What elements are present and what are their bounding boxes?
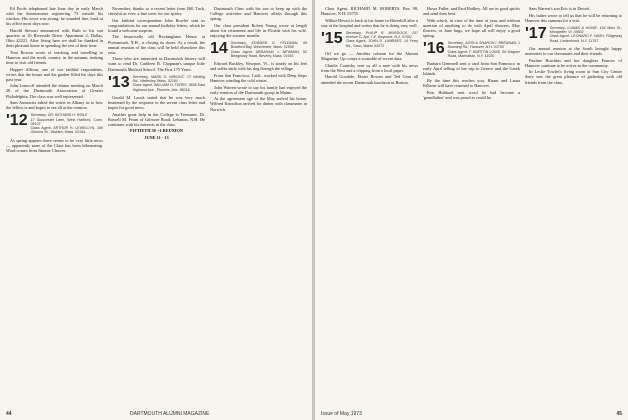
paragraph: The historically old Rockingham House at Portsmouth, N.H., is closing its doors. As a result, the annual reunion of the class will be held elsewhere this year.: [108, 34, 205, 55]
paragraph: Hopper Allison, one of our faithful respondents, writes that the house and the garden filled his days this past year.: [6, 66, 103, 82]
paragraph: Ed Poole telephoned late June day in early March with the thermometer registering 73 outside his window. His voice was strong; he sounded fine, back at his office most days now.: [6, 6, 103, 27]
class-heading: [321, 31, 418, 48]
paragraph: His father wrote to tell us that he will be returning to Hanover this summer for a visit.: [525, 12, 622, 23]
paragraph: Ken Hubbard sent word he had become a 'grandfather' and was proud as could be.: [423, 89, 520, 100]
class-secretary: Secretary, PHILIP R. MURDOCK, 207 Avenue C, Apt. 7-E, Bayonne, N.J. 07002: [345, 30, 418, 40]
paragraph: Those who are interested in Dartmouth history will want to read Dr. Cathleen B. Chapman's unique little Dartmouth Medical School: The First 175 Years.: [108, 56, 205, 72]
class-officers: [550, 26, 622, 43]
left-column-1: [6, 6, 103, 155]
paragraph: By the time this reaches you, Hiram and Laura Kilborn will have returned to Hanover.: [423, 78, 520, 89]
class-address: Class Agent, WILLIAM H. TERRY, 3838 East Highland Ave., Phoenix, Ariz. 85018: [132, 83, 205, 92]
left-page: [0, 0, 313, 420]
paragraph: Sam Warren's son Eric is in Detroit.: [529, 6, 591, 11]
right-page: [315, 0, 628, 420]
paragraph: As spring appears there seems to be very little news — apparently none of the Class has been hibernating. Word comes from Jimmie Cleaver.: [6, 137, 103, 153]
class-officers: [231, 41, 307, 58]
paragraph: Our faithful correspondent John Bowler sent us congratulations for our annual birthday letters, which he found a welcome surprise.: [108, 17, 205, 33]
paragraph: Our class president Robert Young wrote at length about his retirement and life in Florida with his wife, enjoying the warmer months.: [210, 22, 307, 38]
running-footer-left: DARTMOUTH ALUMNI MAGAZINE: [130, 411, 210, 417]
paragraph: Off we go — Another column for the Alumni Magazine. Up comes a scramble of recent data.: [321, 51, 418, 62]
class-heading: [210, 41, 307, 58]
running-footer-right: Issue of May 1973: [321, 411, 362, 417]
paragraph: Gerald M. Lauck stated that he was very much heartened by the response to the recent class letter and hopes for good news.: [108, 94, 205, 110]
class-secretary: Secretary, MARK S. WRIGHT, 73 Whiting Rd., Wellesley, Mass. 02181: [132, 74, 205, 83]
class-year-number: '13: [108, 73, 130, 91]
right-column-3: [525, 6, 622, 86]
class-address: Class Agent, LEONARD F. NASH, Ridgeway Road, Lindenhurst, N.Y. 11757: [549, 34, 622, 43]
paragraph: Sam Armowitz asked the writer in Albany as to how the fellow is and hopes to see all at the reunion.: [6, 100, 103, 111]
paragraph: Class Agent, RICHARD M. ROBERTS, Box 98, Hanover, N.H. 03755: [321, 6, 418, 17]
paragraph: Harold Goodale, Elmer Bowen and Ted Goss all attended the recent Dartmouth luncheon in Boston.: [321, 74, 418, 85]
paragraph: Pauline Hutchins and her daughter Frances of Hanover continue to be active in the community.: [525, 57, 622, 68]
paragraph: Howe Fuller, and Paul Bodkey. All are in good spirits and send their best.: [423, 6, 520, 17]
paragraph: In Leslie Towles's living room at Sun City Center there was the great pleasure of gathering with old friends from the class.: [525, 69, 622, 85]
paragraph: Charlie Comisky sent us all a note with his news from the West and a clipping from a local paper.: [321, 62, 418, 73]
left-footer: [6, 411, 12, 417]
class-address: Class Agent, JOHN R. LAMBERT, 14 Ferry Rd., Saco, Maine 04072: [345, 39, 418, 48]
paragraph: Barbara Gemmell sent a card from San Francisco in early April telling of her trip to Greece and the Greek Islands.: [423, 61, 520, 77]
paragraph: From San Francisco, Calif., worked with Deep Steps Hanover winding the cold winter.: [210, 72, 307, 84]
class-heading: [525, 26, 622, 43]
class-heading: [423, 41, 520, 58]
paragraph: John Lemcoff attended the dinner meeting on March 20 of the Dartmouth Association of Greater Philadelphia. The class was well represented.: [6, 83, 103, 99]
right-column-2: [423, 6, 520, 101]
reunion-dates: JUNE 11 - 13: [144, 134, 169, 140]
class-secretary: Secretary, EDWARD G. FELDMAN, 59 Bradford Bay, Winchester, Mass. 01890: [230, 41, 307, 50]
class-officers: [448, 41, 520, 58]
paragraph: Another great help in the College is Treasurer, Dr. Russell M. Fearn of Gilmore Road, Lebanon, N.H. He continues with his interests in the class.: [108, 111, 205, 127]
paragraph: At the agreement age of the May arrival his home, Wilfred Knowlton arrived for dinner with classmates in Norwich.: [210, 96, 307, 112]
class-year-number: '16: [423, 40, 445, 58]
left-column-2: [108, 6, 205, 142]
right-column-1: [321, 6, 418, 86]
reunion-heading: FIFTIETH 50 +1 REUNION: [130, 128, 183, 134]
class-secretary: Secretary, JOHN & SHARON I. BRENNAN, 1 Downing Rd., Hanover, N.H. 03755: [447, 41, 520, 50]
class-officers: [31, 113, 103, 134]
class-officers: [346, 31, 418, 48]
class-heading: [6, 113, 103, 134]
class-year-number: '17: [525, 24, 547, 42]
paragraph: Dartmouth Class with his son to keep up with the College activities and Hanover affairs through this spring.: [210, 6, 307, 22]
paragraph: Wilbur Hewitt is back at his home in Haverhill after a stay at the hospital and writes that he is doing very well.: [321, 17, 418, 28]
class-heading: [108, 75, 205, 92]
class-officers: [133, 75, 205, 92]
class-agent: Class Agent, ARTHUR H. LEWELLYN, 159 Gilmore St., Walden, Mass. 02154: [30, 126, 103, 135]
class-secretary: Secretary, DR. RICHARD H. RIDLE: [30, 113, 88, 118]
paragraph: November, thanks to a recent letter from Bill Tuck, cheerful as ever; a fine tonic for our spirits.: [108, 6, 205, 17]
class-year-number: '12: [6, 112, 28, 130]
left-column-3: [210, 6, 307, 113]
class-address: Class Agent, F. BURTON LOWE, 50 Wagner Road, Manhattan, N.Y. 11030: [447, 49, 520, 58]
class-address: 17 Gloucester Lane, West Hartford, Conn. 06107: [30, 117, 103, 126]
class-address: Class Agent, ABRAHAM J. NEWMAN, 52 Bridgeway Road, Beverly, Mass. 01915: [230, 49, 307, 58]
class-secretary: Secretary, LUMAN & HOWE, 164 Main St., Montpelier, Vt. 05602: [549, 25, 622, 35]
left-running-footer: [130, 411, 209, 417]
right-running-footer: [321, 411, 362, 417]
paragraph: Edward Buckley, Newport, Vt., is steady on his feet and walks daily with his dog through the village.: [210, 61, 307, 72]
paragraph: Harold Stewart announced with Ruth to his son quarters at 10 Riverside Drive, Apartment 2, Dallas, Ohio 43221. After living here we shall be thanked in their pleasant home in spending the rest of their time.: [6, 27, 103, 49]
paragraph: John Warren wrote to say his family had enjoyed the early reunion of the Dartmouth group in Maine.: [210, 84, 307, 95]
class-year-number: 14: [210, 40, 228, 58]
class-year-number: '15: [321, 29, 343, 47]
paragraph: Tom Rowan wrote of teaching and travelling to Hanover and the north country in the autumn, making time to visit old friends.: [6, 49, 103, 65]
paragraph: Our annual reunion at the South brought happy memories to our classmates and their friends.: [525, 45, 622, 57]
paragraph: With which, in view of the time of year, and without mention of anything to do with April showers, May flowers, or June bugs, we hope all will enjoy a good spring.: [423, 17, 520, 38]
right-footer: [616, 411, 622, 417]
page-number-left: 44: [6, 411, 12, 417]
page-number-right: 45: [616, 411, 622, 417]
